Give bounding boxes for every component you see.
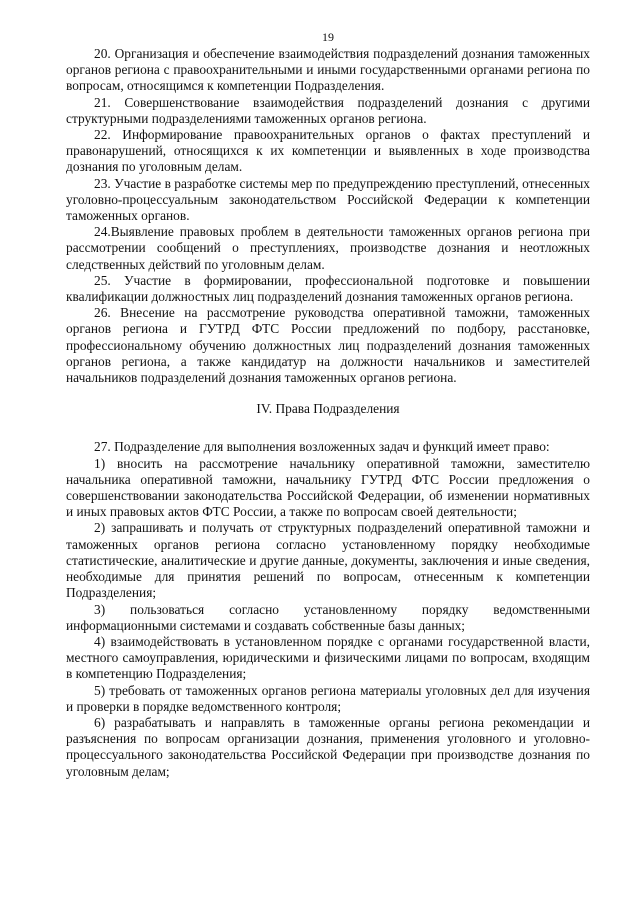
list-item-4: 4) взаимодействовать в установленном порядке с органами государственной власти, местного самоуправления, юридическими и физическими лицами по вопросам, входящим в компетенцию Подразделения; — [66, 633, 590, 682]
paragraph-27: 27. Подразделение для выполнения возложенных задач и функций имеет право: — [94, 439, 550, 455]
paragraph-21: 21. Совершенствование взаимодействия подразделений дознания с другими структурными подразделениями таможенных органов региона. — [66, 94, 590, 126]
paragraph-25: 25. Участие в формировании, профессиональной подготовке и повышении квалификации должностных лиц подразделений дознания таможенных органов региона. — [66, 272, 590, 305]
paragraph-26: 26. Внесение на рассмотрение руководства оперативной таможни, таможенных органов региона и ГУТРД ФТС России предложений по подбору, расстановке, профессиональному обучению должностных лиц подразделений дознания таможенных органов региона, а также кандидатур на должности начальников и заместителей начальников подразделений дознания таможенных органов региона. — [66, 305, 590, 386]
paragraph-22: 22. Информирование правоохранительных органов о фактах преступлений и правонарушений, относящихся к их компетенции и выявленных в ходе производства дознания по уголовным делам. — [66, 127, 590, 175]
paragraph-24: 24.Выявление правовых проблем в деятельности таможенных органов региона при рассмотрении сообщений о преступлениях, производстве дознания и неотложных следственных действий по уголовным делам. — [66, 224, 590, 272]
list-item-5: 5) требовать от таможенных органов региона материалы уголовных дел для изучения и проверки в порядке ведомственного контроля; — [66, 682, 590, 714]
paragraph-20: 20. Организация и обеспечение взаимодействия подразделений дознания таможенных органов региона с правоохранительными и иными государственными органами региона по вопросам, относящимся к компетенции Подразделения. — [66, 46, 590, 94]
list-item-6: 6) разрабатывать и направлять в таможенные органы региона рекомендации и разъяснения по вопросам организации дознания, применения уголовного и уголовно-процессуального законодательства Российской Федерации при производстве дознания по уголовным делам; — [66, 714, 590, 779]
list-item-1: 1) вносить на рассмотрение начальнику оперативной таможни, заместителю начальника оперативной таможни, начальнику ГУТРД ФТС России предложения о совершенствовании законодательства Российской Федерации, об изменении нормативных и иных правовых актов ФТС России, а также по вопросам своей деятельности; — [66, 455, 590, 520]
paragraph-23: 23. Участие в разработке системы мер по предупреждению преступлений, отнесенных уголовно-процессуальным законодательством Российской Федерации к компетенции таможенных органов. — [66, 175, 590, 224]
list-item-3: 3) пользоваться согласно установленному порядку ведомственными информационными системами и создавать собственные базы данных; — [66, 601, 590, 633]
page-number: 19 — [322, 30, 334, 44]
section-heading: IV. Права Подразделения — [256, 401, 400, 417]
list-item-2: 2) запрашивать и получать от структурных подразделений оперативной таможни и таможенных органов региона согласно установленному порядку необходимые статистические, аналитические и другие данные, документы, заключения и иные сведения, необходимые для принятия решений по вопросам, отнесенным к компетенции Подразделения; — [66, 520, 590, 601]
